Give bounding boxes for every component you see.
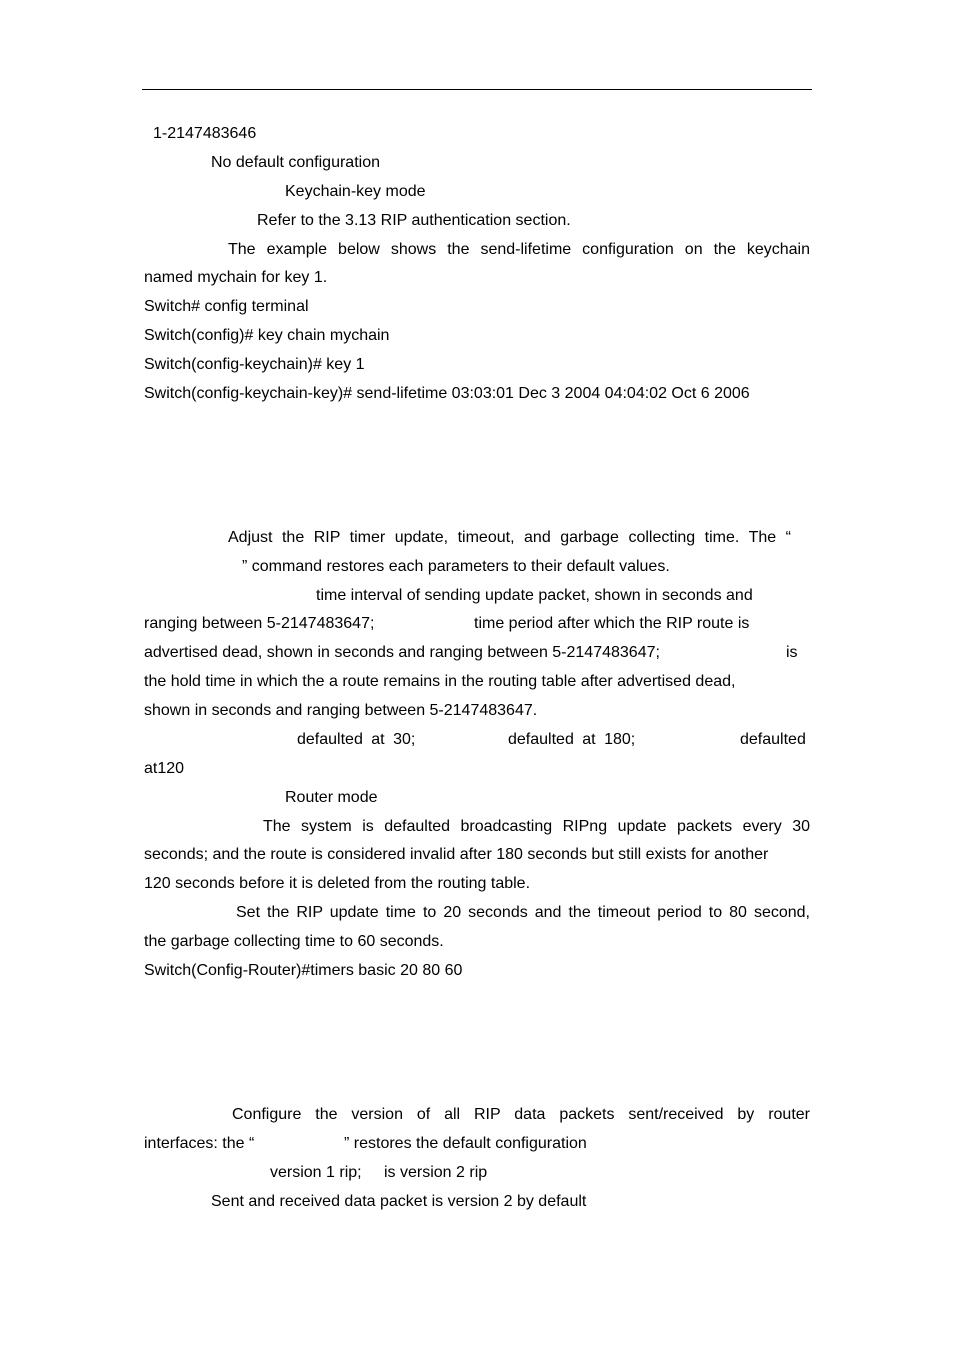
- default-update: defaulted at 30;: [297, 731, 416, 748]
- parameter-text: shown in seconds and ranging between 5-2147483647.: [144, 702, 538, 719]
- parameter-text: time period after which the RIP route is: [474, 615, 750, 632]
- command-mode: Keychain-key mode: [285, 183, 426, 200]
- code-line: Switch(config-keychain)# key 1: [144, 356, 365, 373]
- default-text: No default configuration: [211, 154, 380, 171]
- parameter-text: ranging between 5-2147483647;: [144, 615, 375, 632]
- header-rule: [142, 89, 812, 90]
- parameter-text: version 1 rip;: [270, 1164, 362, 1181]
- function-description: Adjust the RIP timer update, timeout, and garbage collecting time. The “: [228, 529, 791, 546]
- usage-guide-cont: seconds; and the route is considered invalid after 180 seconds but still exists for another: [144, 846, 769, 863]
- example-description-cont: the garbage collecting time to 60 seconds.: [144, 933, 444, 950]
- example-description-cont: named mychain for key 1.: [144, 269, 328, 286]
- code-line: Switch(config-keychain-key)# send-lifetime 03:03:01 Dec 3 2004 04:04:02 Oct 6 2006: [144, 385, 750, 402]
- example-description: The example below shows the send-lifetime configuration on the keychain: [228, 241, 810, 258]
- default-text: Sent and received data packet is version 2 by default: [211, 1193, 587, 1210]
- usage-guide-cont: 120 seconds before it is deleted from the routing table.: [144, 875, 531, 892]
- code-line: Switch(config)# key chain mychain: [144, 327, 390, 344]
- usage-guide: The system is defaulted broadcasting RIPng update packets every 30: [263, 818, 810, 835]
- function-description-cont: ” command restores each parameters to their default values.: [242, 558, 670, 575]
- usage-guide: Refer to the 3.13 RIP authentication section.: [257, 212, 571, 229]
- parameter-text: the hold time in which the a route remains in the routing table after advertised dead,: [144, 673, 736, 690]
- function-description-cont: ” restores the default configuration: [344, 1135, 587, 1152]
- parameter-text: advertised dead, shown in seconds and ranging between 5-2147483647;: [144, 644, 660, 661]
- default-garbage: defaulted: [740, 731, 806, 748]
- default-garbage-cont: at120: [144, 760, 185, 777]
- example-description: Set the RIP update time to 20 seconds and the timeout period to 80 second,: [236, 904, 810, 921]
- code-line: Switch(Config-Router)#timers basic 20 80 60: [144, 962, 463, 979]
- function-description-cont: interfaces: the “: [144, 1135, 255, 1152]
- range-value: 1-2147483646: [153, 125, 257, 142]
- default-timeout: defaulted at 180;: [508, 731, 636, 748]
- function-description: Configure the version of all RIP data packets sent/received by router: [232, 1106, 810, 1123]
- command-mode: Router mode: [285, 789, 378, 806]
- parameter-text: is: [786, 644, 798, 661]
- parameter-text: is version 2 rip: [384, 1164, 488, 1181]
- parameter-text: time interval of sending update packet, shown in seconds and: [316, 587, 753, 604]
- code-line: Switch# config terminal: [144, 298, 309, 315]
